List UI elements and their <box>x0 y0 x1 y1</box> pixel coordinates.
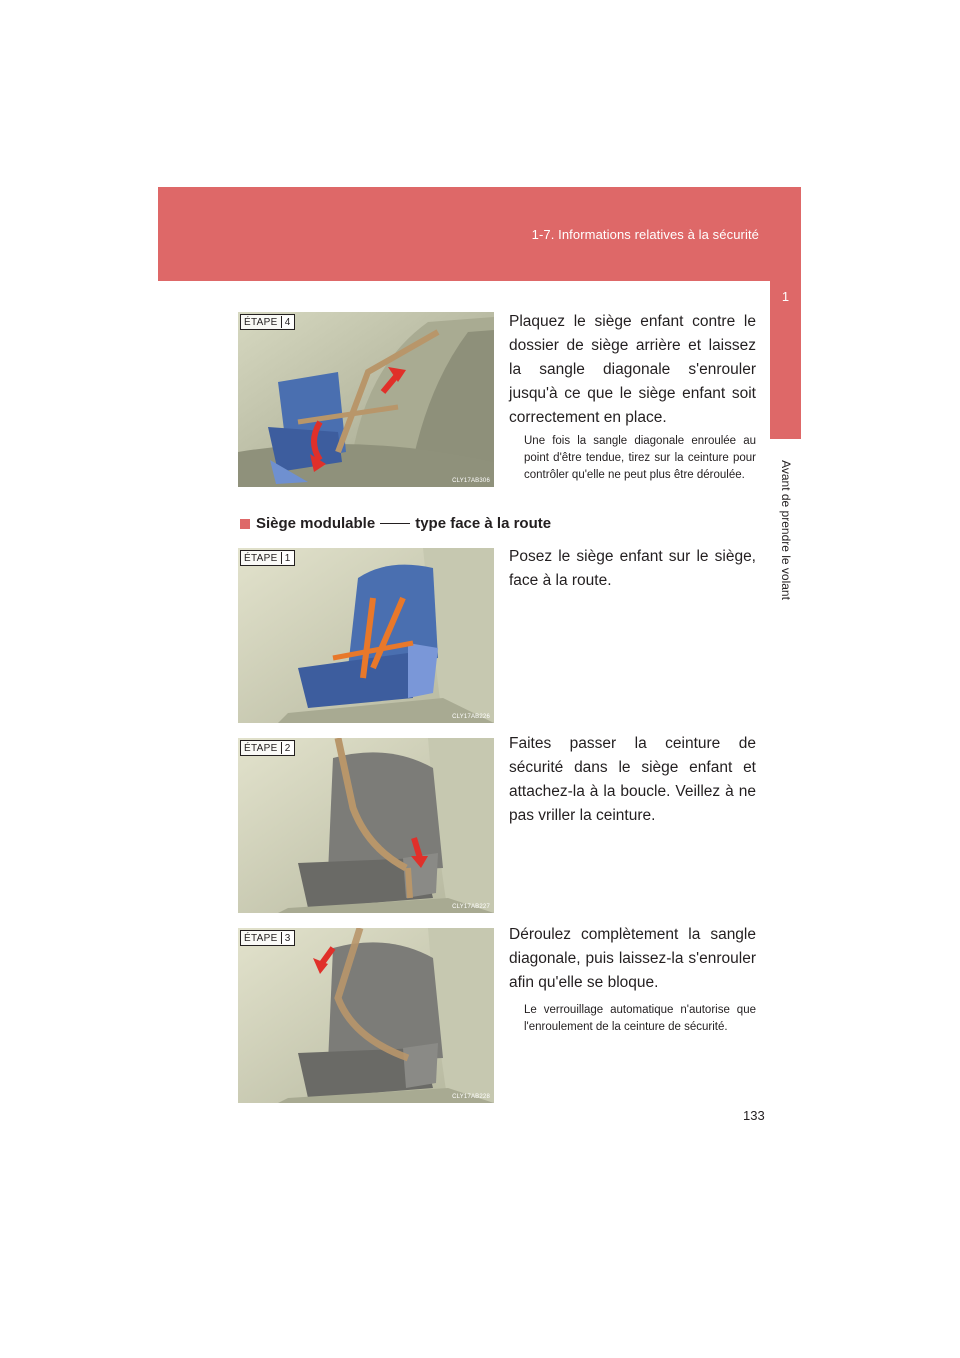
step-badge <box>240 930 295 946</box>
figure-step-3 <box>238 928 494 1103</box>
step-3-text: Déroulez complètement la sangle diagonale, puis laissez-la s'enrouler afin qu'elle se bloque. <box>509 926 756 991</box>
seat-illustration-step-2 <box>238 738 494 913</box>
figure-step-4 <box>238 312 494 487</box>
figure-code: CLY17AB226 <box>452 714 490 720</box>
chapter-tab <box>770 281 801 439</box>
step-word: ÉTAPE <box>244 932 278 944</box>
chapter-label: Avant de prendre le volant <box>779 460 793 600</box>
step-number: 1 <box>281 552 294 564</box>
header-title: 1-7. Informations relatives à la sécurité <box>531 227 759 242</box>
chapter-number: 1 <box>781 289 790 304</box>
section-heading <box>240 515 551 532</box>
step-4-text: Plaquez le siège enfant contre le dossier de siège arrière et laissez la sangle diagonale s'enrouler jusqu'à ce que le siège enfant soit correctement en place. <box>509 313 756 426</box>
figure-code: CLY17AB306 <box>452 478 490 484</box>
figure-step-1 <box>238 548 494 723</box>
dash-separator <box>380 523 410 525</box>
seat-illustration-step-3 <box>238 928 494 1103</box>
page-number: 133 <box>743 1108 765 1123</box>
figure-code: CLY17AB228 <box>452 1094 490 1100</box>
step-word: ÉTAPE <box>244 316 278 328</box>
step-number: 4 <box>281 316 294 328</box>
step-word: ÉTAPE <box>244 552 278 564</box>
step-1-text: Posez le siège enfant sur le siège, face à la route. <box>509 548 756 589</box>
step-badge <box>240 550 295 566</box>
figure-code: CLY17AB227 <box>452 904 490 910</box>
seat-illustration-step-4 <box>238 312 494 487</box>
step-badge <box>240 314 295 330</box>
step-number: 2 <box>281 742 294 754</box>
step-3-note: Le verrouillage automatique n'autorise que l'enroulement de la ceinture de sécurité. <box>524 1004 756 1033</box>
figure-step-2 <box>238 738 494 913</box>
step-4-note: Une fois la sangle diagonale enroulée au point d'être tendue, tirez sur la ceinture pour contrôler qu'elle ne peut plus être déroulée. <box>524 435 756 481</box>
step-badge <box>240 740 295 756</box>
step-2-text: Faites passer la ceinture de sécurité dans le siège enfant et attachez-la à la boucle. Veillez à ne pas vriller la ceinture. <box>509 735 756 824</box>
bullet-square-icon <box>240 519 250 529</box>
step-word: ÉTAPE <box>244 742 278 754</box>
section-heading-before: Siège modulable <box>256 515 376 532</box>
section-heading-after: type face à la route <box>415 515 552 532</box>
step-number: 3 <box>281 932 294 944</box>
header-band <box>158 187 801 281</box>
seat-illustration-step-1 <box>238 548 494 723</box>
